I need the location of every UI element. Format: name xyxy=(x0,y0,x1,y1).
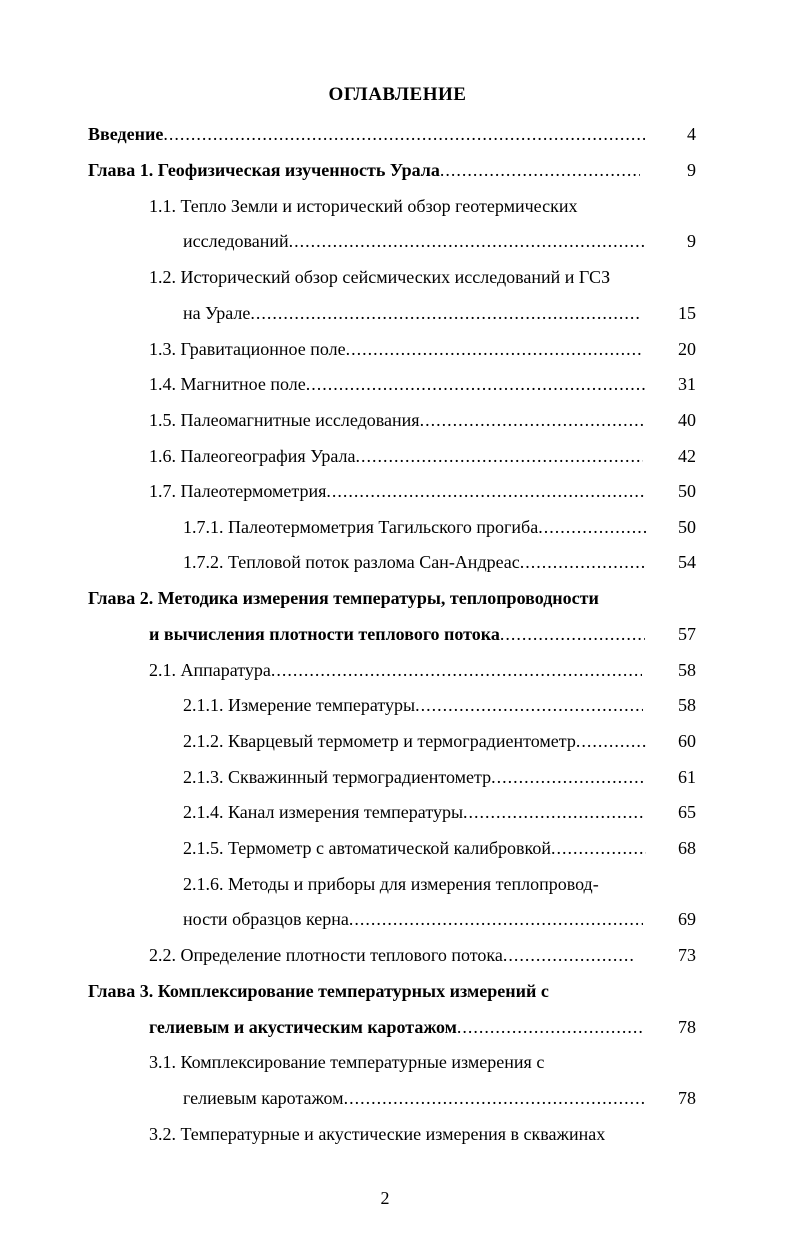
dot-leader xyxy=(463,800,645,824)
toc-entry-text: 1.3. Гравитационное поле xyxy=(149,339,346,359)
dot-leader xyxy=(500,622,645,646)
toc-page-number: 9 xyxy=(687,231,696,251)
dot-leader xyxy=(163,122,645,146)
toc-entry-chapter-3[interactable] xyxy=(149,1015,645,1039)
dot-leader xyxy=(440,158,640,182)
toc-entry-text: 1.7. Палеотермометрия xyxy=(149,481,327,501)
toc-entry-chapter-2[interactable] xyxy=(149,622,645,646)
toc-entry-2-1-1[interactable] xyxy=(183,693,643,717)
toc-entry-text: ности образцов керна xyxy=(183,909,349,929)
toc-entry-text: на Урале xyxy=(183,303,251,323)
toc-entry-text: 2.1.2. Кварцевый термометр и термоградиентометр xyxy=(183,731,576,751)
toc-page-number: 58 xyxy=(678,660,696,680)
toc-entry-2-2[interactable] xyxy=(149,943,636,967)
toc-entry-2-1-3[interactable] xyxy=(183,765,643,789)
dot-leader xyxy=(250,301,641,325)
toc-entry-text: Глава 1. Геофизическая изученность Урала xyxy=(88,160,440,180)
toc-page-number: 73 xyxy=(678,945,696,965)
toc-entry-intro[interactable] xyxy=(88,122,645,146)
toc-entry-chapter-1[interactable] xyxy=(88,158,640,182)
toc-page-number: 60 xyxy=(678,731,696,751)
toc-entry-text: гелиевым каротажом xyxy=(183,1088,344,1108)
toc-entry-line1: 2.1.6. Методы и приборы для измерения теплопровод- xyxy=(183,874,599,894)
toc-entry-1-7[interactable] xyxy=(149,479,645,503)
toc-entry-line1: Глава 2. Методика измерения температуры, теплопроводности xyxy=(88,588,599,608)
toc-entry-text: 1.6. Палеогеография Урала xyxy=(149,446,356,466)
toc-entry-line1: 3.2. Температурные и акустические измерения в скважинах xyxy=(149,1124,606,1144)
toc-entry-2-1-4[interactable] xyxy=(183,800,645,824)
toc-page-number: 58 xyxy=(678,695,696,715)
dot-leader xyxy=(503,943,636,967)
dot-leader xyxy=(457,1015,645,1039)
dot-leader xyxy=(344,1086,645,1110)
toc-page-number: 9 xyxy=(687,160,696,180)
toc-page-number: 54 xyxy=(678,552,696,572)
toc-entry-2-1-6[interactable] xyxy=(183,907,643,931)
toc-entry-text: 2.2. Определение плотности теплового потока xyxy=(149,945,503,965)
toc-page-number: 15 xyxy=(678,303,696,323)
dot-leader xyxy=(271,658,642,682)
toc-entry-text: 1.4. Магнитное поле xyxy=(149,374,306,394)
toc-entry-text: гелиевым и акустическим каротажом xyxy=(149,1017,457,1037)
toc-entry-line1: 1.1. Тепло Земли и исторический обзор геотермических xyxy=(149,196,578,216)
toc-entry-line1: 3.1. Комплексирование температурные измерения с xyxy=(149,1052,545,1072)
toc-page-number: 57 xyxy=(678,624,696,644)
toc-page-number: 42 xyxy=(678,446,696,466)
toc-entry-2-1-5[interactable] xyxy=(183,836,646,860)
toc-entry-2-1[interactable] xyxy=(149,658,642,682)
toc-page-number: 40 xyxy=(678,410,696,430)
toc-page-number: 50 xyxy=(678,481,696,501)
toc-page-number: 78 xyxy=(678,1017,696,1037)
toc-entry-line1: 1.2. Исторический обзор сейсмических исследований и ГСЗ xyxy=(149,267,611,287)
toc-page-number: 65 xyxy=(678,802,696,822)
dot-leader xyxy=(346,337,643,361)
toc-entry-2-1-2[interactable] xyxy=(183,729,647,753)
dot-leader xyxy=(326,479,645,503)
dot-leader xyxy=(551,836,646,860)
dot-leader xyxy=(420,408,643,432)
toc-entry-1-7-2[interactable] xyxy=(183,550,647,574)
toc-entry-1-1[interactable] xyxy=(183,229,645,253)
toc-page-number: 68 xyxy=(678,838,696,858)
toc-entry-text: 1.7.1. Палеотермометрия Тагильского прогиба xyxy=(183,517,539,537)
toc-entry-text: 2.1.1. Измерение температуры xyxy=(183,695,416,715)
toc-page-number: 61 xyxy=(678,767,696,787)
page-number: 2 xyxy=(380,1188,390,1208)
toc-page-number: 69 xyxy=(678,909,696,929)
toc-entry-text: 2.1.5. Термометр с автоматической калибровкой xyxy=(183,838,551,858)
dot-leader xyxy=(415,693,643,717)
toc-page-number: 20 xyxy=(678,339,696,359)
toc-entry-line1: Глава 3. Комплексирование температурных измерений с xyxy=(88,981,549,1001)
page-title: ОГЛАВЛЕНИЕ xyxy=(328,84,467,105)
toc-page-number: 78 xyxy=(678,1088,696,1108)
toc-entry-text: и вычисления плотности теплового потока xyxy=(149,624,500,644)
toc-page-number: 31 xyxy=(678,374,696,394)
dot-leader xyxy=(576,729,647,753)
toc-entry-1-7-1[interactable] xyxy=(183,515,647,539)
dot-leader xyxy=(349,907,643,931)
toc-entry-1-2[interactable] xyxy=(183,301,641,325)
dot-leader xyxy=(355,444,643,468)
toc-entry-1-5[interactable] xyxy=(149,408,643,432)
toc-entry-1-4[interactable] xyxy=(149,372,647,396)
toc-page-number: 50 xyxy=(678,517,696,537)
toc-entry-text: исследований xyxy=(183,231,289,251)
toc-entry-text: 2.1. Аппаратура xyxy=(149,660,271,680)
dot-leader xyxy=(491,765,643,789)
toc-entry-1-3[interactable] xyxy=(149,337,643,361)
dot-leader xyxy=(306,372,647,396)
dot-leader xyxy=(538,515,647,539)
toc-page-number: 4 xyxy=(687,124,696,144)
toc-entry-text: 1.7.2. Тепловой поток разлома Сан-Андреас xyxy=(183,552,520,572)
toc-entry-3-1[interactable] xyxy=(183,1086,645,1110)
toc-entry-text: 1.5. Палеомагнитные исследования xyxy=(149,410,420,430)
toc-entry-1-6[interactable] xyxy=(149,444,643,468)
dot-leader xyxy=(520,550,647,574)
toc-entry-text: 2.1.4. Канал измерения температуры xyxy=(183,802,464,822)
dot-leader xyxy=(289,229,645,253)
toc-entry-text: 2.1.3. Скважинный термоградиентометр xyxy=(183,767,492,787)
toc-entry-text: Введение xyxy=(88,124,164,144)
